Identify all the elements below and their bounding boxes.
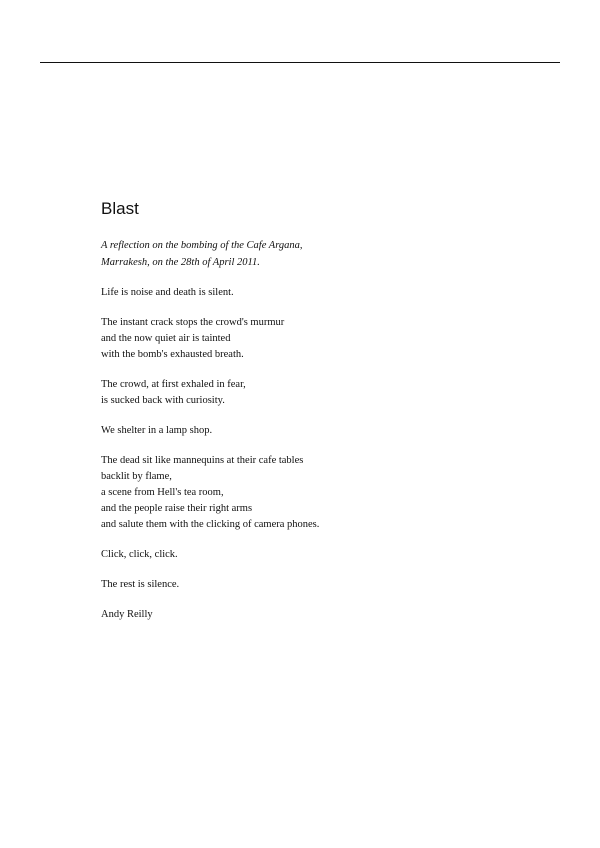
poem-line: with the bomb's exhausted breath.: [101, 349, 244, 360]
poem-line: and salute them with the clicking of camera phones.: [101, 519, 320, 530]
stanza: [101, 547, 521, 563]
poem-line: is sucked back with curiosity.: [101, 395, 225, 406]
poem: [101, 198, 521, 623]
poem-author: Andy Reilly: [101, 609, 153, 620]
poem-line: and the now quiet air is tainted: [101, 333, 231, 344]
subtitle-line: A reflection on the bombing of the Cafe Argana,: [101, 240, 303, 251]
poem-title: Blast: [101, 199, 139, 218]
stanza: [101, 377, 521, 409]
poem-line: Click, click, click.: [101, 549, 178, 560]
stanza: [101, 285, 521, 301]
poem-line: The crowd, at first exhaled in fear,: [101, 379, 246, 390]
poem-line: The rest is silence.: [101, 579, 180, 590]
poem-line: and the people raise their right arms: [101, 503, 253, 514]
stanza: [101, 453, 521, 533]
poem-line: Life is noise and death is silent.: [101, 287, 234, 298]
poem-line: The instant crack stops the crowd's murmur: [101, 317, 285, 328]
poem-line: a scene from Hell's tea room,: [101, 487, 224, 498]
stanza: [101, 577, 521, 593]
subtitle-line: Marrakesh, on the 28th of April 2011.: [101, 257, 260, 268]
poem-line: We shelter in a lamp shop.: [101, 425, 213, 436]
stanza: [101, 315, 521, 363]
poem-subtitle: [101, 237, 521, 271]
header-rule: [40, 62, 560, 63]
poem-line: backlit by flame,: [101, 471, 172, 482]
poem-line: The dead sit like mannequins at their cafe tables: [101, 455, 304, 466]
stanza: [101, 423, 521, 439]
